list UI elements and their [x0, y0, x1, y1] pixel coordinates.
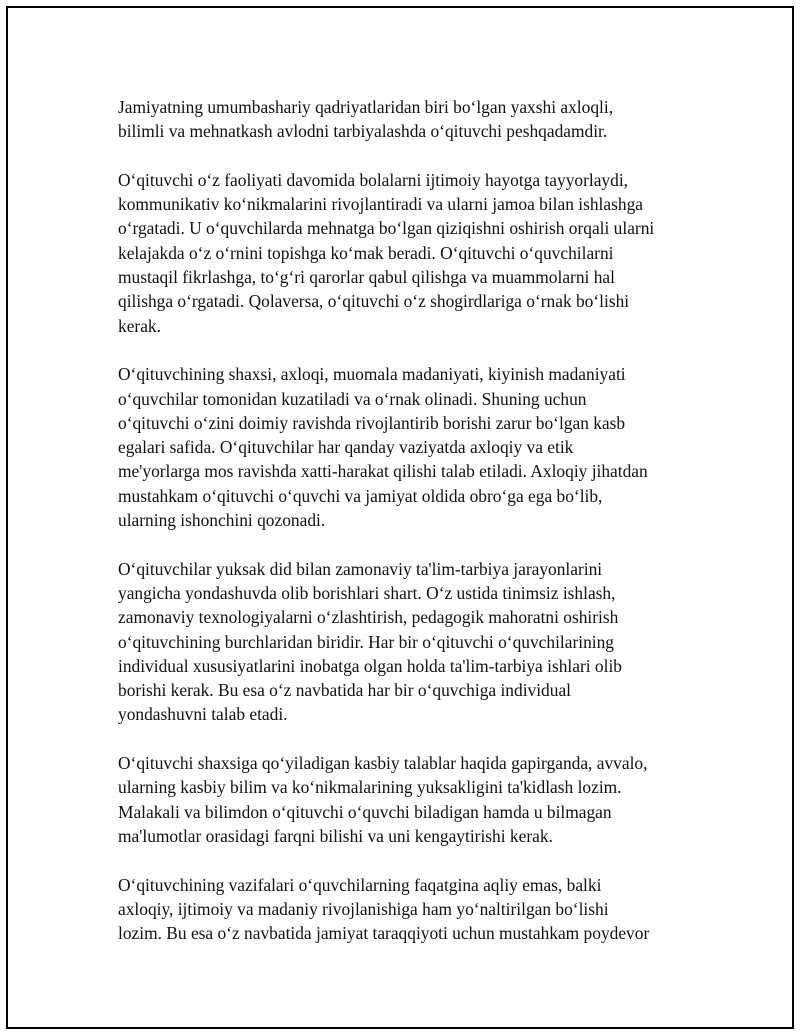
paragraph-6: O‘qituvchining vazifalari o‘quvchilarning faqatgina aqliy emas, balki axloqiy, ijtimoiy va madaniy rivojlanishiga ham yo‘naltirilgan bo‘lishi lozim. Bu esa o‘z navbatida jamiyat taraqqiyoti uchun mustahkam poydevor: [118, 874, 650, 944]
paragraph-4: O‘qituvchilar yuksak did bilan zamonaviy ta'lim-tarbiya jarayonlarini yangicha yondashuvda olib borishlari shart. O‘z ustida tinimsiz ishlash, zamonaviy texnologiyalarni o‘zlashtirish, pedagogik mahoratni oshirish o‘qituvchining burchlaridan biridir. Har bir o‘qituvchi o‘quvchilarining individual xususiyatlarini inobatga olgan holda ta'lim-tarbiya ishlari olib borishi kerak. Bu esa o‘z navbatida har bir o‘quvchiga individual yondashuvni talab etadi.: [118, 558, 622, 725]
document-body: [118, 95, 698, 970]
paragraph-5: O‘qituvchi shaxsiga qo‘yiladigan kasbiy talablar haqida gapirganda, avvalo, ularning kasbiy bilim va ko‘nikmalarining yuksakligini ta'kidlash lozim. Malakali va bilimdon o‘qituvchi o‘quvchi biladigan hamda u bilmagan ma'lumotlar orasidagi farqni bilishi va uni kengaytirishi kerak.: [118, 753, 648, 846]
paragraph-3: O‘qituvchining shaxsi, axloqi, muomala madaniyati, kiyinish madaniyati o‘quvchilar tomonidan kuzatiladi va o‘rnak olinadi. Shuning uchun o‘qituvchi o‘zini doimiy ravishda rivojlantirib borishi zarur bo‘lgan kasb egalari safida. O‘qituvchilar har qanday vaziyatda axloqiy va etik me'yorlarga mos ravishda xatti-harakat qilishi talab etiladi. Axloqiy jihatdan mustahkam o‘qituvchi o‘quvchi va jamiyat oldida obro‘ga ega bo‘lib, ularning ishonchini qozonadi.: [118, 364, 648, 531]
paragraph-1: Jamiyatning umumbashariy qadriyatlaridan biri bo‘lgan yaxshi axloqli, bilimli va mehnatkash avlodni tarbiyalashda o‘qituvchi peshqadamdir.: [118, 97, 614, 142]
document-page: [6, 6, 794, 1029]
paragraph-2: O‘qituvchi o‘z faoliyati davomida bolalarni ijtimoiy hayotga tayyorlaydi, kommunikativ ko‘nikmalarini rivojlantiradi va ularni jamoa bilan ishlashga o‘rgatadi. U o‘quvchilarda mehnatga bo‘lgan qiziqishni oshirish orqali ularni kelajakda o‘z o‘rnini topishga ko‘mak beradi. O‘qituvchi o‘quvchilarni mustaqil fikrlashga, to‘g‘ri qarorlar qabul qilishga va muammolarni hal qilishga o‘rgatadi. Qolaversa, o‘qituvchi o‘z shogirdlariga o‘rnak bo‘lishi kerak.: [118, 169, 655, 336]
